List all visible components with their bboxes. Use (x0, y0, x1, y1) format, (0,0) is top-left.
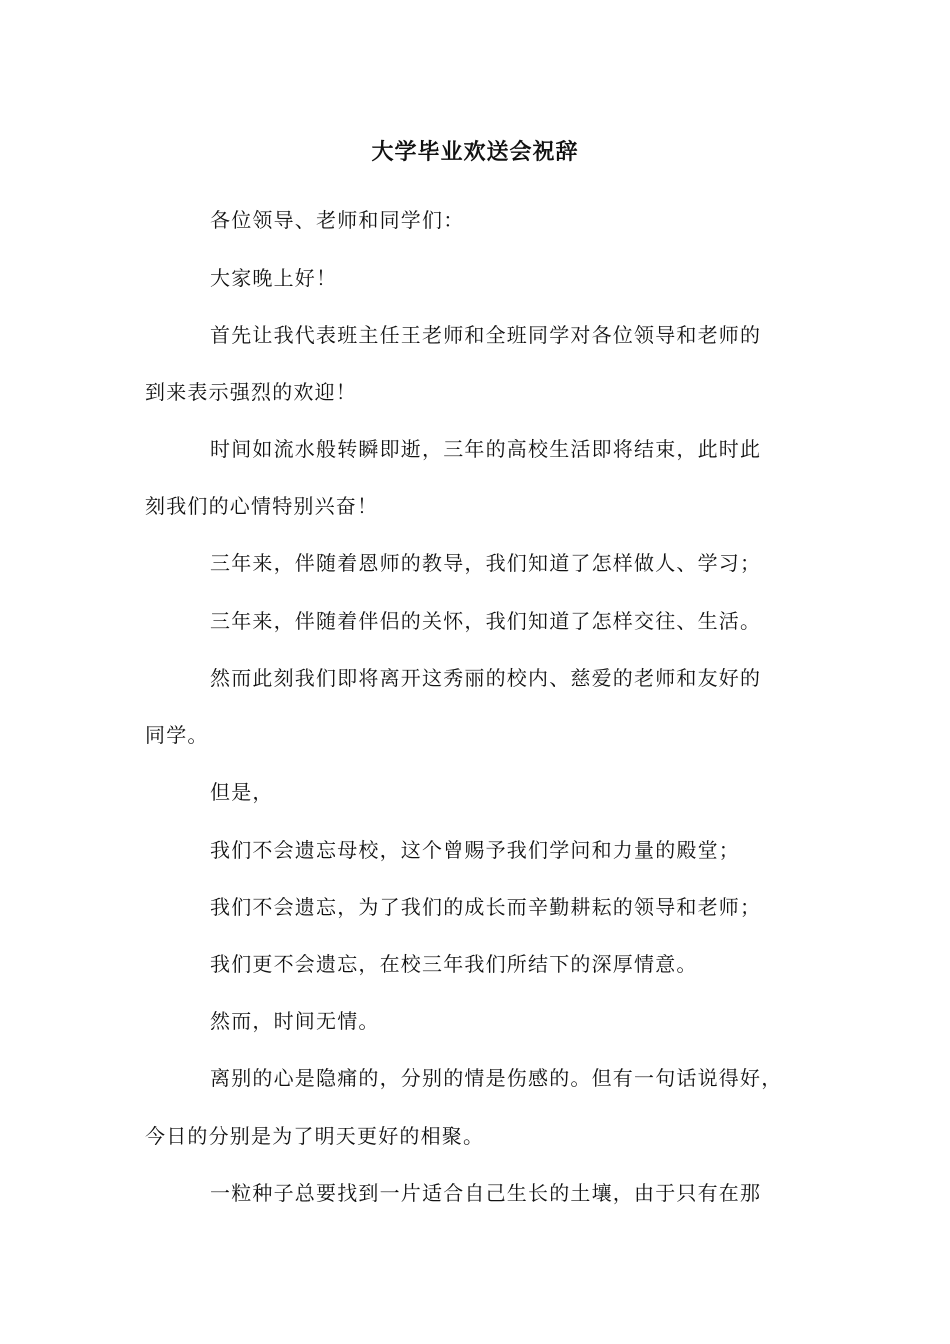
paragraph-line: 时间如流水般转瞬即逝，三年的高校生活即将结束，此时此 (210, 437, 762, 461)
paragraph-line: 同学。 (145, 723, 209, 747)
paragraph-line: 各位领导、老师和同学们： (210, 208, 465, 232)
paragraph-line: 我们更不会遗忘，在校三年我们所结下的深厚情意。 (210, 952, 698, 976)
paragraph-line: 刻我们的心情特别兴奋！ (145, 494, 379, 518)
paragraph-line: 大家晚上好！ (210, 266, 338, 290)
paragraph-line: 一粒种子总要找到一片适合自己生长的土壤，由于只有在那 (210, 1181, 762, 1205)
paragraph-line: 离别的心是隐痛的，分别的情是伤感的。但有一句话说得好， (210, 1066, 783, 1090)
paragraph-line: 但是， (210, 780, 274, 804)
paragraph-line: 然而，时间无情。 (210, 1009, 380, 1033)
paragraph-line: 三年来，伴随着伴侣的关怀，我们知道了怎样交往、生活。 (210, 609, 762, 633)
paragraph-line: 首先让我代表班主任王老师和全班同学对各位领导和老师的 (210, 323, 762, 347)
paragraph-line: 到来表示强烈的欢迎！ (145, 380, 357, 404)
document-title: 大学毕业欢送会祝辞 (371, 139, 579, 165)
paragraph-line: 然而此刻我们即将离开这秀丽的校内、慈爱的老师和友好的 (210, 666, 762, 690)
paragraph-line: 今日的分别是为了明天更好的相聚。 (145, 1124, 485, 1148)
paragraph-line: 三年来，伴随着恩师的教导，我们知道了怎样做人、学习； (210, 551, 762, 575)
paragraph-line: 我们不会遗忘，为了我们的成长而辛勤耕耘的领导和老师； (210, 895, 762, 919)
paragraph-line: 我们不会遗忘母校，这个曾赐予我们学问和力量的殿堂； (210, 838, 740, 862)
